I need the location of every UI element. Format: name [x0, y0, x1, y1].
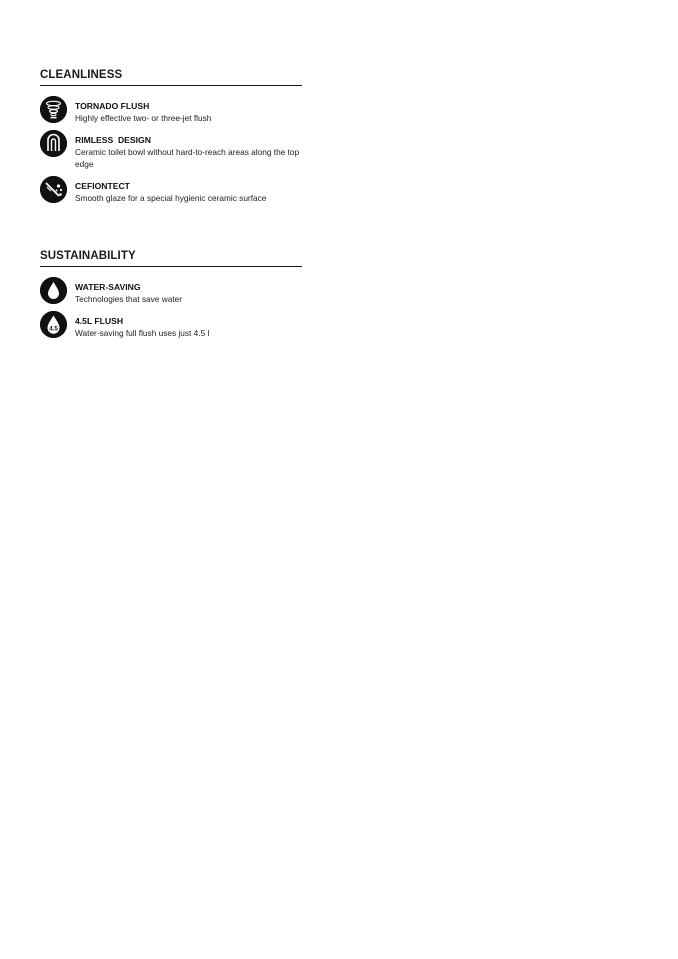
feature-description: Water-saving full flush uses just 4.5 l [75, 327, 210, 338]
rimless-design-icon [40, 130, 67, 157]
sustainability-section [40, 249, 302, 344]
feature-4-5l-flush [40, 311, 302, 340]
feature-title: CEFIONTECT [75, 180, 130, 191]
cefiontect-icon [40, 176, 67, 203]
flush-volume-label: 4.5 [49, 324, 58, 332]
feature-cefiontect [40, 176, 302, 205]
tornado-flush-icon [40, 96, 67, 123]
feature-title: 4.5L FLUSH [75, 315, 124, 326]
cleanliness-feature-list [40, 96, 302, 204]
cleanliness-heading: CLEANLINESS [40, 68, 302, 86]
feature-water-saving [40, 277, 302, 306]
water-drop-icon [40, 277, 67, 304]
sustainability-heading: SUSTAINABILITY [40, 249, 302, 267]
cleanliness-section [40, 68, 302, 209]
sustainability-feature-list [40, 277, 302, 339]
feature-title: TORNADO FLUSH [75, 101, 150, 111]
feature-tornado-flush [40, 96, 302, 125]
feature-title: RIMLESS DESIGN [75, 134, 151, 145]
flush-volume-icon [40, 311, 67, 338]
feature-description: Highly effective two- or three-jet flush [75, 113, 212, 123]
feature-title: WATER-SAVING [75, 282, 141, 292]
feature-rimless-design [40, 130, 302, 171]
feature-description: Technologies that save water [75, 294, 183, 304]
feature-description: Smooth glaze for a special hygienic ceramic surface [75, 192, 267, 203]
feature-description: Ceramic toilet bowl without hard-to-reach areas along the top edge [75, 146, 300, 169]
